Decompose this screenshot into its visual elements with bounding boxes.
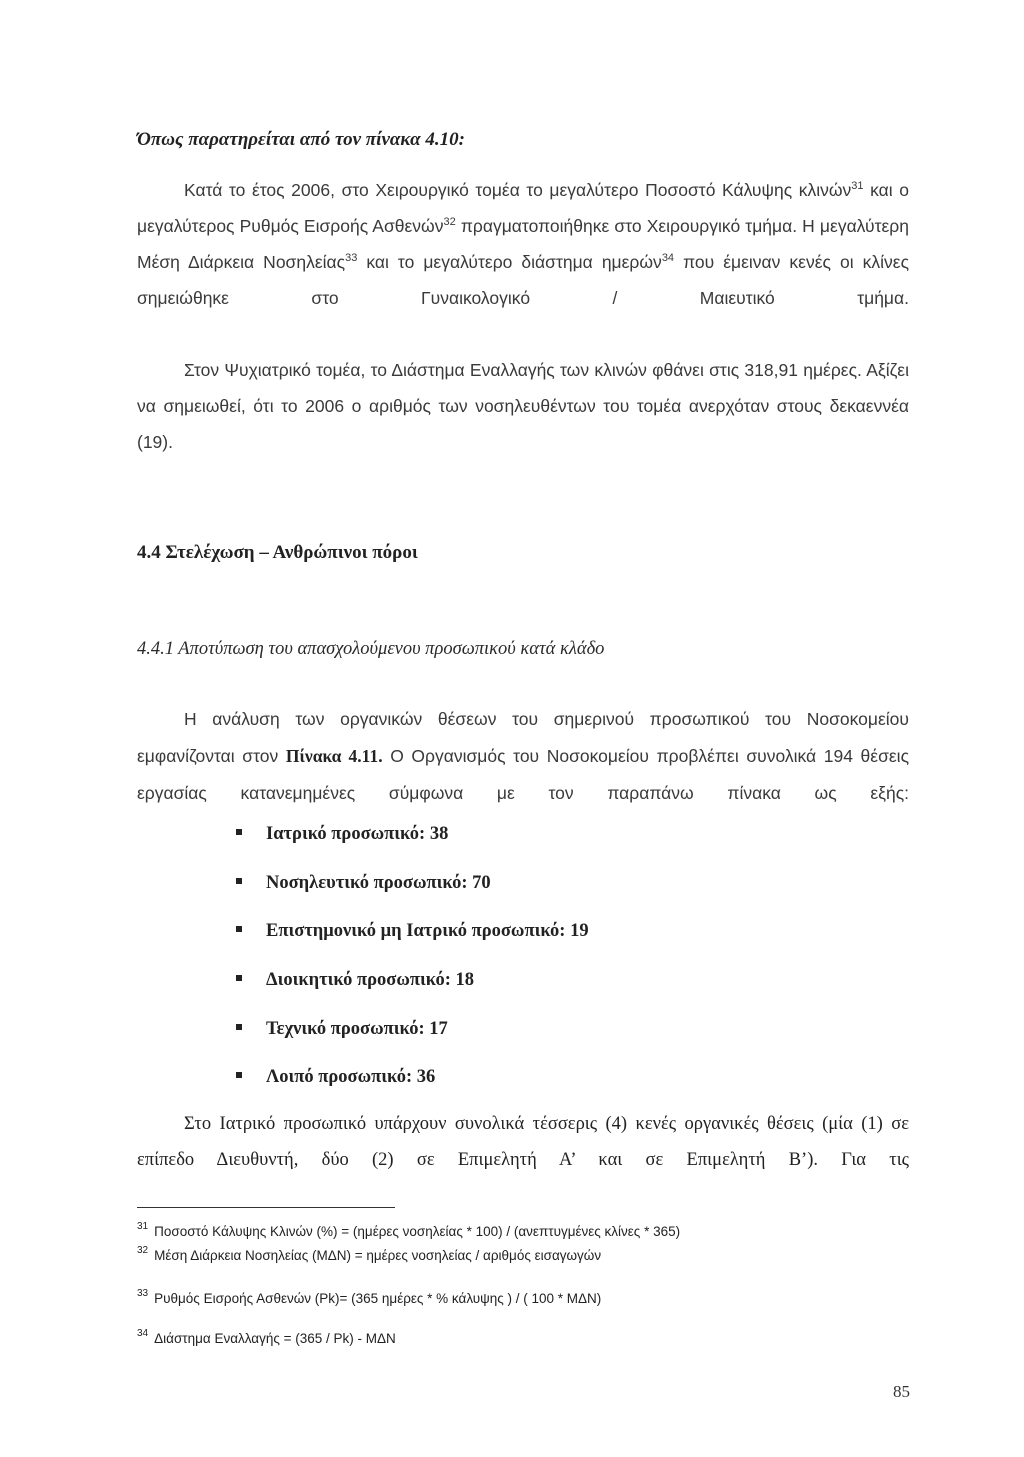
bullet-icon (236, 975, 242, 981)
footnote-number: 32 (137, 1245, 149, 1256)
paragraph-staff-analysis (137, 701, 909, 812)
footnote-34 (137, 1328, 396, 1346)
para1-text-d: και το μεγαλύτερο διάστημα ημερών (357, 252, 662, 272)
para1-text-b: και ο μεγαλύτερος Ρυθμός Εισροής Ασθενών (137, 180, 910, 236)
staff-other: Λοιπό προσωπικό: 36 (266, 1067, 436, 1088)
bullet-icon (236, 878, 242, 884)
footnote-32 (137, 1245, 601, 1263)
staff-administrative: Διοικητικό προσωπικό: 18 (266, 970, 474, 991)
subsection-title: 4.4.1 Αποτύπωση του απασχολούμενου προσωπικού κατά κλάδο (137, 639, 605, 659)
footnote-ref-33[interactable]: 33 (345, 252, 358, 264)
footnote-text: Διάστημα Εναλλαγής = (365 / Pk) - ΜΔΝ (154, 1331, 396, 1346)
bullet-icon (236, 1024, 242, 1030)
paragraph-vacancies: Στο Ιατρικό προσωπικό υπάρχουν συνολικά τέσσερις (4) κενές οργανικές θέσεις (μία (1) σε επίπεδο Διευθυντή, δύο (2) σε Επιμελητή Α’ και σε Επιμελητή Β’). Για τις (137, 1114, 909, 1170)
footnote-ref-31[interactable]: 31 (851, 180, 864, 192)
footnote-number: 31 (137, 1221, 149, 1232)
table-reference: Πίνακα 4.11. (285, 746, 383, 766)
para1-text-c: πραγματοποιήθηκε στο Χειρουργικό τμήμα. Η μεγαλύτερη Μέση Διάρκεια Νοσηλείας (137, 216, 909, 272)
bullet-icon (236, 1072, 242, 1078)
footnote-number: 34 (137, 1328, 149, 1339)
footnote-text: Ποσοστό Κάλυψης Κλινών (%) = (ημέρες νοσηλείας * 100) / (ανεπτυγμένες κλίνες * 365) (154, 1224, 681, 1239)
staff-nursing: Νοσηλευτικό προσωπικό: 70 (266, 872, 491, 893)
staff-scientific: Επιστημονικό μη Ιατρικό προσωπικό: 19 (266, 921, 589, 942)
footnote-31 (137, 1221, 680, 1239)
staff-medical: Ιατρικό προσωπικό: 38 (266, 824, 449, 844)
bullet-icon (236, 829, 242, 835)
footnote-text: Μέση Διάρκεια Νοσηλείας (ΜΔΝ) = ημέρες νοσηλείας / αριθμός εισαγωγών (154, 1248, 602, 1263)
footnote-ref-32[interactable]: 32 (443, 216, 456, 228)
section-title: 4.4 Στελέχωση – Ανθρώπινοι πόροι (137, 542, 418, 563)
page-number: 85 (893, 1382, 910, 1401)
footnote-text: Ρυθμός Εισροής Ασθενών (Pk)= (365 ημέρες * % κάλυψης ) / ( 100 * ΜΔΝ) (154, 1291, 602, 1306)
staff-technical: Τεχνικό προσωπικό: 17 (266, 1018, 448, 1039)
bullet-icon (236, 926, 242, 932)
footnote-33 (137, 1288, 601, 1306)
para1-text-a: Κατά το έτος 2006, στο Χειρουργικό τομέα το μεγαλύτερο Ποσοστό Κάλυψης κλινών (184, 180, 852, 200)
footnote-number: 33 (137, 1288, 149, 1299)
para1-text-e: που έμειναν κενές οι κλίνες σημειώθηκε στο Γυναικολογικό / Μαιευτικό τμήμα. (137, 252, 909, 308)
paragraph-psychiatric: Στον Ψυχιατρικό τομέα, το Διάστημα Εναλλαγής των κλινών φθάνει στις 318,91 ημέρες. Αξίζει να σημειωθεί, ότι το 2006 ο αριθμός των νοσηλευθέντων του τομέα ανερχόταν στους δεκαεννέα (19). (137, 360, 909, 452)
paragraph-surgical (137, 172, 909, 316)
footnote-ref-34[interactable]: 34 (661, 252, 675, 264)
para3-text-b: Ο Οργανισμός του Νοσοκομείου προβλέπει συνολικά 194 θέσεις εργασίας κατανεμημένες σύμφωνα με τον παραπάνω πίνακα ως εξής: (137, 746, 909, 803)
intro-heading: Όπως παρατηρείται από τον πίνακα 4.10: (137, 129, 465, 150)
footnote-divider (137, 1207, 395, 1208)
para3-text-a: Η ανάλυση των οργανικών θέσεων του σημερινού προσωπικού του Νοσοκομείου εμφανίζονται στον (137, 709, 909, 766)
